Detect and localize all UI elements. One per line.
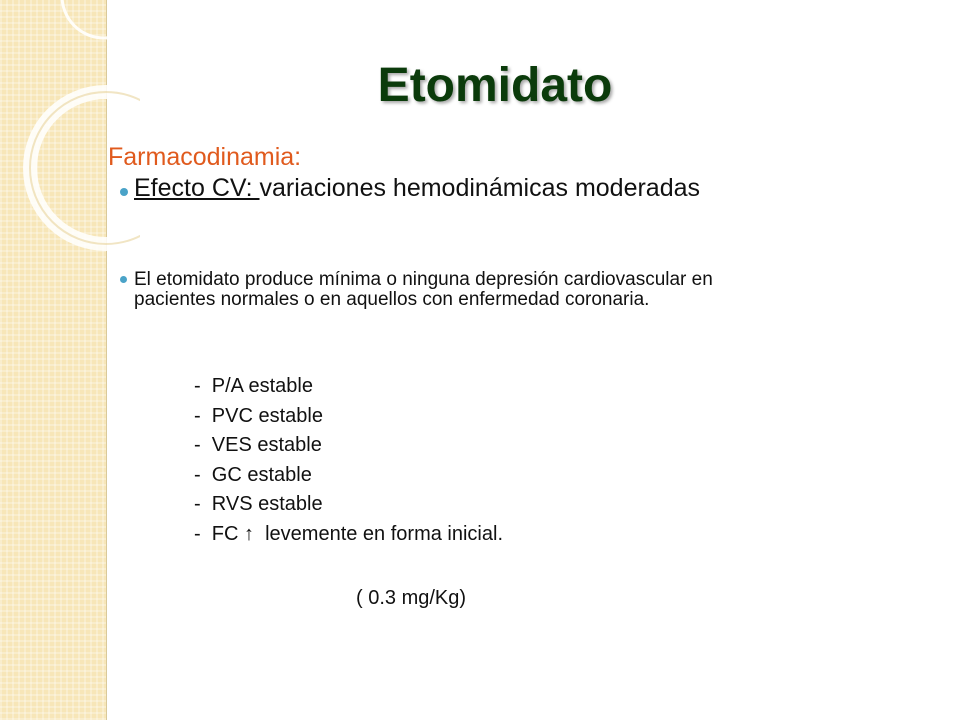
slide-title: Etomidato <box>377 59 613 112</box>
list-item: - PVC estable <box>194 404 323 427</box>
hemodynamics-list <box>194 372 503 549</box>
bullet-marker <box>120 276 127 283</box>
bullet-heading: Efecto CV: <box>134 174 260 202</box>
bullet-depresion: El etomidato produce mínima o ninguna depresión cardiovascular en pacientes normales o en aquellos con enfermedad coronaria. <box>134 269 713 310</box>
list-item: - P/A estable <box>194 375 313 397</box>
list-item: - GC estable <box>194 463 312 486</box>
slide-subtitle: Farmacodinamia: <box>108 143 302 171</box>
bullet-text: variaciones hemodinámicas moderadas <box>259 174 701 202</box>
decorative-circles <box>0 0 140 260</box>
dose-note: ( 0.3 mg/Kg) <box>356 587 467 609</box>
list-item: - RVS estable <box>194 493 323 515</box>
bullet-marker <box>120 188 128 196</box>
list-item: - VES estable <box>194 434 322 456</box>
list-item: - FC ↑ levemente en forma inicial. <box>194 522 503 545</box>
bullet-efecto-cv <box>134 176 754 200</box>
